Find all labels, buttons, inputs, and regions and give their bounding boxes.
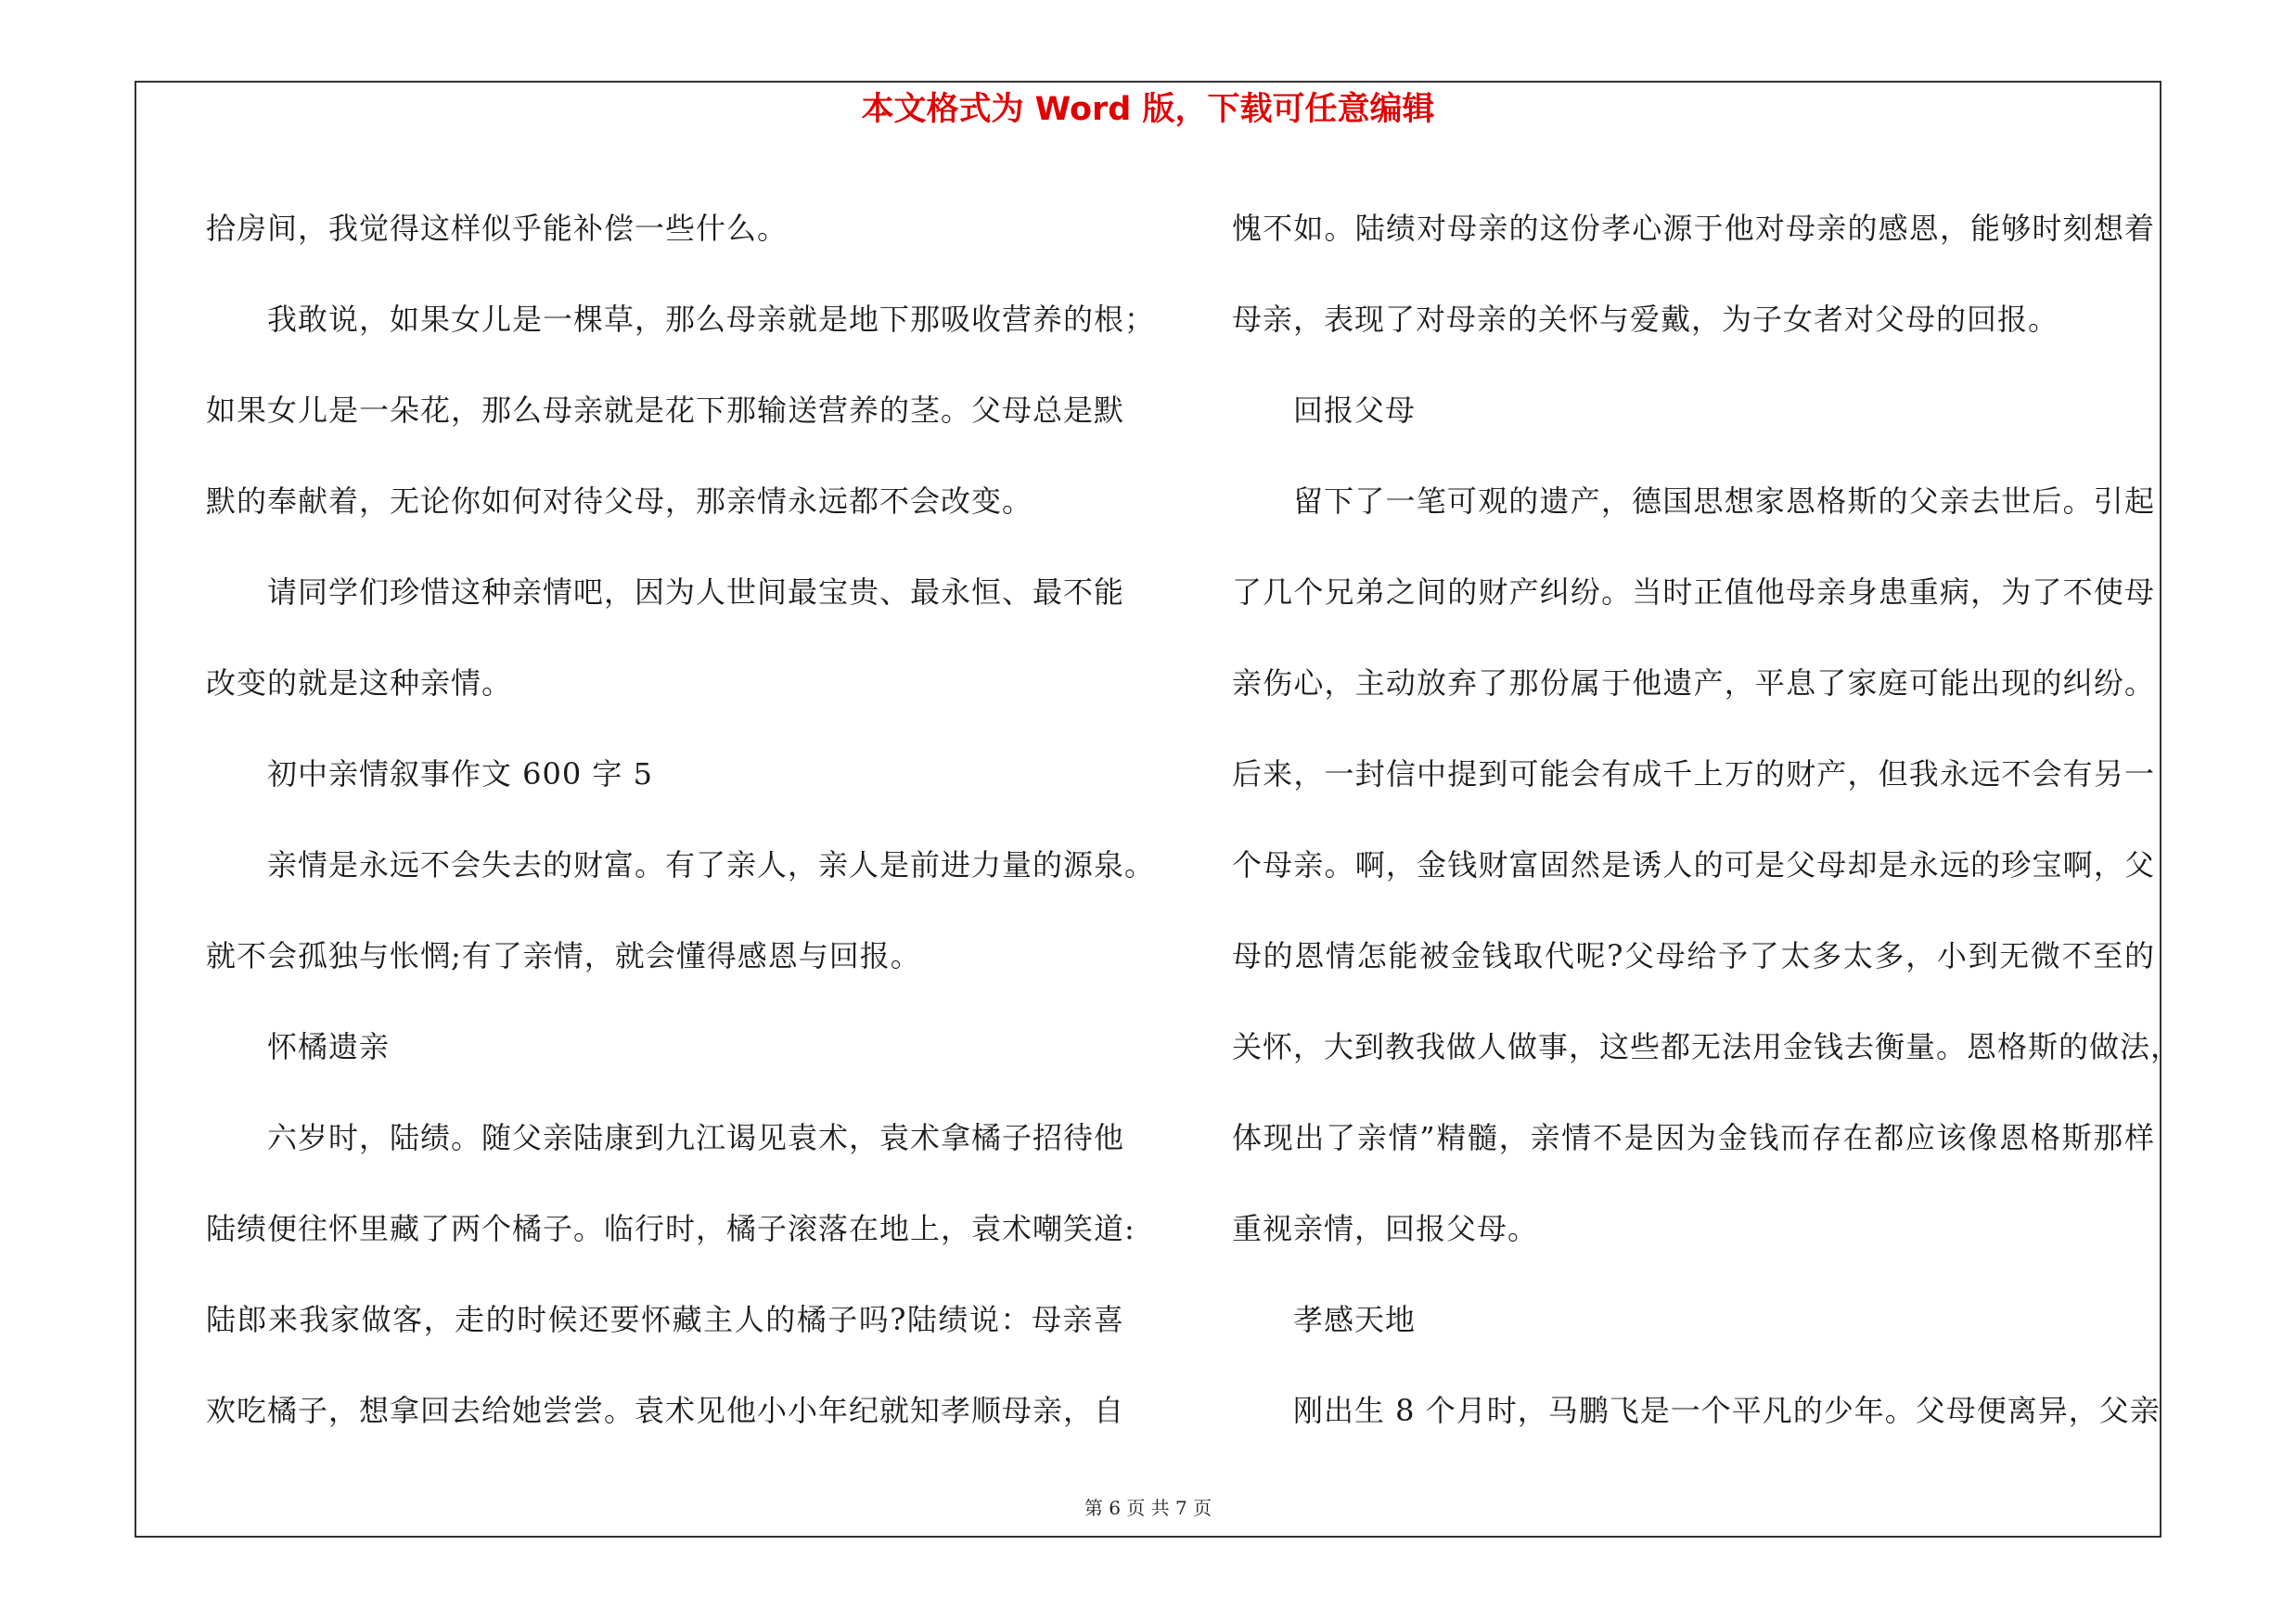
- text-line: 母亲，表现了对母亲的关怀与爱戴，为子女者对父母的回报。: [1232, 302, 2059, 337]
- text-line: 关怀，大到教我做人做事，这些都无法用金钱去衡量。恩格斯的做法，: [1232, 1029, 2182, 1064]
- text-line: 陆绩便往怀里藏了两个橘子。临行时，橘子滚落在地上，袁术嘲笑道:: [206, 1211, 1135, 1246]
- page-number: 第 6 页 共 7 页: [1084, 1497, 1212, 1519]
- right-column: [1232, 183, 2182, 1456]
- text-line: 后来，一封信中提到可能会有成千上万的财产，但我永远不会有另一: [1232, 756, 2155, 792]
- text-line: 体现出了亲情”精髓，亲情不是因为金钱而存在都应该像恩格斯那样: [1232, 1120, 2155, 1155]
- left-column: [206, 183, 1156, 1456]
- text-line: 怀橘遗亲: [267, 1029, 391, 1064]
- text-line: 愧不如。陆绩对母亲的这份孝心源于他对母亲的感恩，能够时刻想着: [1232, 211, 2155, 246]
- text-line: 欢吃橘子，想拿回去给她尝尝。袁术见他小小年纪就知孝顺母亲，自: [206, 1393, 1125, 1428]
- text-line: 陆郎来我家做客，走的时候还要怀藏主人的橘子吗?陆绩说：母亲喜: [206, 1302, 1124, 1337]
- text-line: 如果女儿是一朵花，那么母亲就是花下那输送营养的茎。父母总是默: [206, 393, 1125, 428]
- text-line: 回报父母: [1293, 393, 1417, 428]
- text-line: 默的奉献着，无论你如何对待父母，那亲情永远都不会改变。: [206, 483, 1033, 519]
- text-line: 就不会孤独与怅惘;有了亲情，就会懂得感恩与回报。: [206, 938, 921, 973]
- text-line: 母的恩情怎能被金钱取代呢?父母给予了太多太多，小到无微不至的: [1232, 938, 2155, 973]
- text-line: 我敢说，如果女儿是一棵草，那么母亲就是地下那吸收营养的根；: [267, 302, 1156, 337]
- text-line: 初中亲情叙事作文 600 字 5: [267, 756, 653, 792]
- text-line: 改变的就是这种亲情。: [206, 665, 513, 701]
- text-line: 刚出生 8 个月时，马鹏飞是一个平凡的少年。父母便离异，父亲: [1293, 1393, 2161, 1428]
- text-line: 留下了一笔可观的遗产，德国思想家恩格斯的父亲去世后。引起: [1293, 483, 2155, 519]
- text-line: 孝感天地: [1293, 1302, 1417, 1337]
- text-line: 请同学们珍惜这种亲情吧，因为人世间最宝贵、最永恒、最不能: [267, 574, 1125, 610]
- text-line: 亲情是永远不会失去的财富。有了亲人，亲人是前进力量的源泉。: [267, 847, 1156, 882]
- text-line: 重视亲情，回报父母。: [1232, 1211, 1539, 1246]
- text-line: 个母亲。啊，金钱财富固然是诱人的可是父母却是永远的珍宝啊，父: [1232, 847, 2155, 882]
- text-line: 亲伤心，主动放弃了那份属于他遗产，平息了家庭可能出现的纠纷。: [1232, 665, 2155, 701]
- format-banner: 本文格式为 Word 版，下载可任意编辑: [861, 91, 1435, 128]
- text-line: 了几个兄弟之间的财产纠纷。当时正值他母亲身患重病，为了不使母: [1232, 574, 2155, 610]
- text-line: 六岁时，陆绩。随父亲陆康到九江谒见袁术，袁术拿橘子招待他: [267, 1120, 1125, 1155]
- text-line: 拾房间，我觉得这样似乎能补偿一些什么。: [206, 211, 789, 246]
